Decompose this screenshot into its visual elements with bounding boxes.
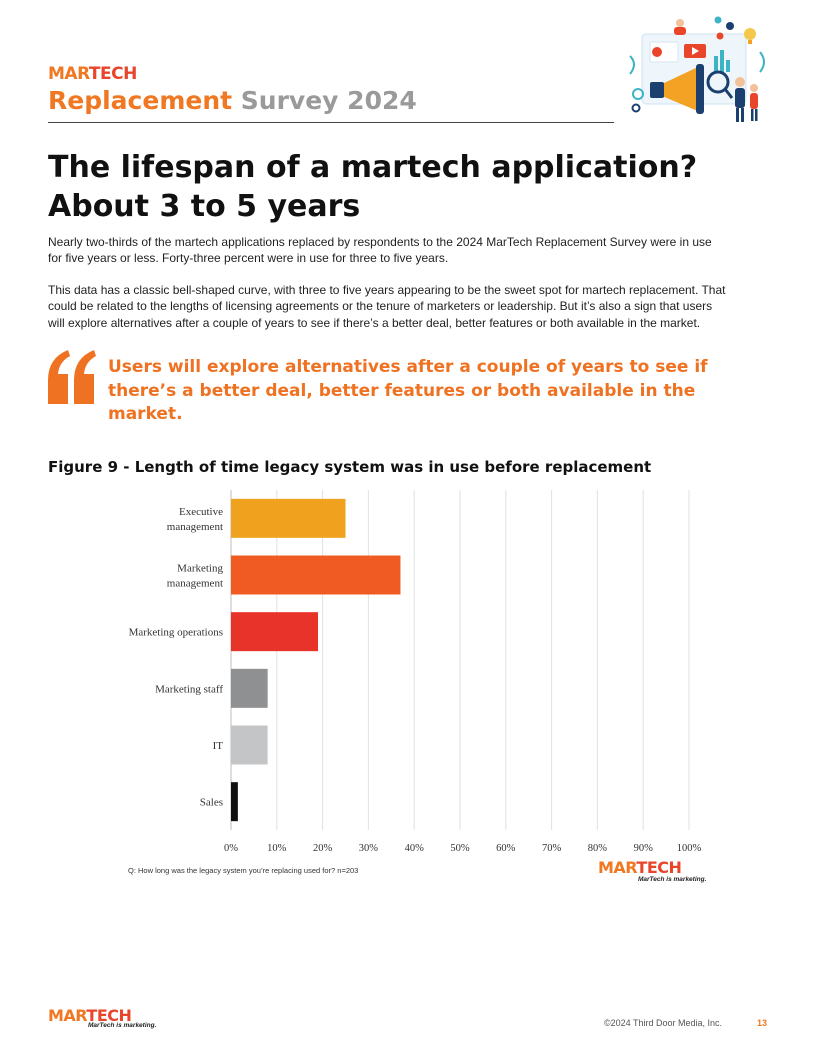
category-label: Marketing operations [128,626,223,639]
x-tick-label: 70% [541,843,562,854]
x-tick-label: 40% [404,843,424,854]
replacement-timing-bar-chart [0,480,816,860]
report-title [48,86,417,115]
intro-paragraph: Nearly two-thirds of the martech applications replaced by respondents to the 2024 MarTech Replacement Survey were in use for five years or less. Forty-three percent were in use for three to five years. [48,235,712,266]
survey-question-note: Q: How long was the legacy system you’re replacing used for? n=203 [128,866,359,875]
page-title-line-1: The lifespan of a martech application? [48,150,698,185]
category-label: Executive management [166,505,223,533]
category-label: Marketing staff [155,683,223,696]
chart-gridlines [231,490,689,830]
marketing-megaphone-illustration [622,16,770,126]
x-tick-label: 0% [224,843,238,854]
x-tick-label: 10% [267,843,287,854]
report-title-secondary: Survey 2024 [240,86,417,115]
x-tick-label: 20% [312,843,333,854]
header-martech-logo: MARTECH [48,64,137,84]
chart-tagline: MarTech is marketing. [638,876,707,883]
x-tick-label: 100% [676,843,702,854]
x-tick-label: 30% [358,843,379,854]
x-tick-label: 50% [450,843,470,854]
footer-martech-logo: MARTECH [48,1006,132,1025]
quotation-mark-icon [44,346,100,410]
analysis-paragraph: This data has a classic bell-shaped curve, with three to five years appearing to be the sweet spot for martech replacement. That could be related to the lengths of licensing agreements or the tenure of marketers or leadership. But it’s also a sign that users will explore alternatives after a couple of years to see if there’s a better deal, better features or both available in the market. [48,283,726,330]
figure-title: Figure 9 - Length of time legacy system was in use before replacement [48,458,652,476]
report-title-primary: Replacement [48,86,233,115]
x-tick-label: 90% [633,843,653,854]
chart-category-labels [129,506,224,809]
page-number: 13 [757,1018,768,1028]
bar [231,612,318,651]
chart-martech-logo: MARTECH [598,858,682,877]
chart-bars [231,499,400,821]
category-label: Sales [199,796,223,809]
page-title [48,148,748,226]
pull-quote: Users will explore alternatives after a couple of years to see if there’s a better deal, better features or both available in the market. [108,357,708,424]
bar [231,499,346,538]
bar [231,726,268,765]
page-title-line-2: About 3 to 5 years [48,189,361,224]
bar [231,669,268,708]
chart-x-tick-labels [224,843,702,854]
footer-tagline: MarTech is marketing. [88,1022,157,1029]
x-tick-label: 60% [496,843,516,854]
category-label: Marketing management [166,562,223,590]
x-tick-label: 80% [587,843,608,854]
copyright-notice: ©2024 Third Door Media, Inc. [604,1018,723,1028]
category-label: IT [212,740,223,752]
bar [231,782,238,821]
header-divider [48,122,614,123]
bar [231,556,400,595]
